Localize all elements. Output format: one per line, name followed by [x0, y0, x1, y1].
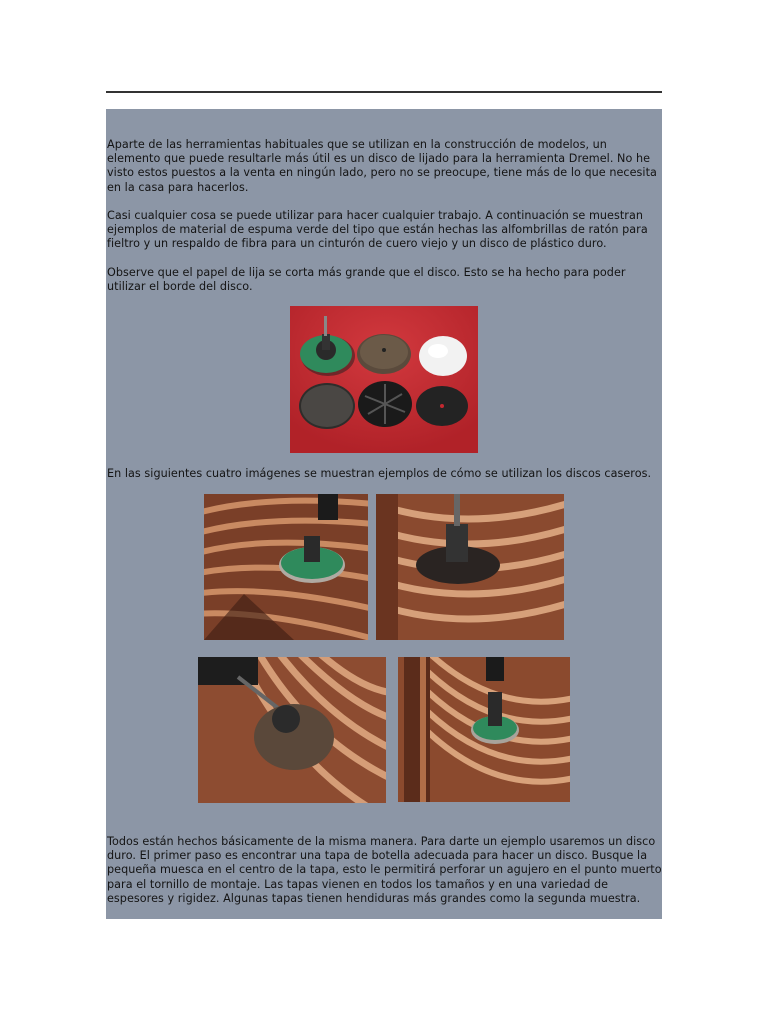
- paragraph-sandpaper-note: Observe que el papel de lija se corta más grande que el disco. Esto se ha hecho para poder utilizar el borde del disco.: [107, 266, 626, 294]
- paragraph-procedure: Todos están hechos básicamente de la misma manera. Para darte un ejemplo usaremos un disco duro. El primer paso es encontrar una tapa de botella adecuada para hacer un disco. Busque la pequeña muesca en el centro de la tapa, esto le permitirá perforar un agujero en el punto muerto para el tornillo de montaje. Las tapas vienen en todos los tamaños y en una variedad de espesores y rigidez. Algunas tapas tienen hendiduras más grandes como la segunda muestra.: [107, 835, 662, 905]
- paragraph-four-images: En las siguientes cuatro imágenes se muestran ejemplos de cómo se utilizan los discos caseros.: [107, 467, 652, 480]
- discs-photo: [290, 306, 478, 453]
- paragraph-materials: Casi cualquier cosa se puede utilizar para hacer cualquier trabajo. A continuación se muestran ejemplos de material de espuma verde del tipo que están hechas las alfombrillas de ratón para fieltro y un respaldo de fibra para un cinturón de cuero viejo y un disco de plástico duro.: [107, 209, 648, 251]
- sanding-photo-4: [398, 657, 570, 802]
- sanding-photo-3: [198, 657, 386, 803]
- sanding-photo-1: [204, 494, 368, 640]
- top-divider: [106, 91, 662, 93]
- paragraph-intro: Aparte de las herramientas habituales que se utilizan en la construcción de modelos, un elemento que puede resultarle más útil es un disco de lijado para la herramienta Dremel. No he visto estos puestos a la venta en ningún lado, pero no se preocupe, tiene más de lo que necesita en la casa para hacerlos.: [107, 138, 657, 194]
- sanding-photo-2: [376, 494, 564, 640]
